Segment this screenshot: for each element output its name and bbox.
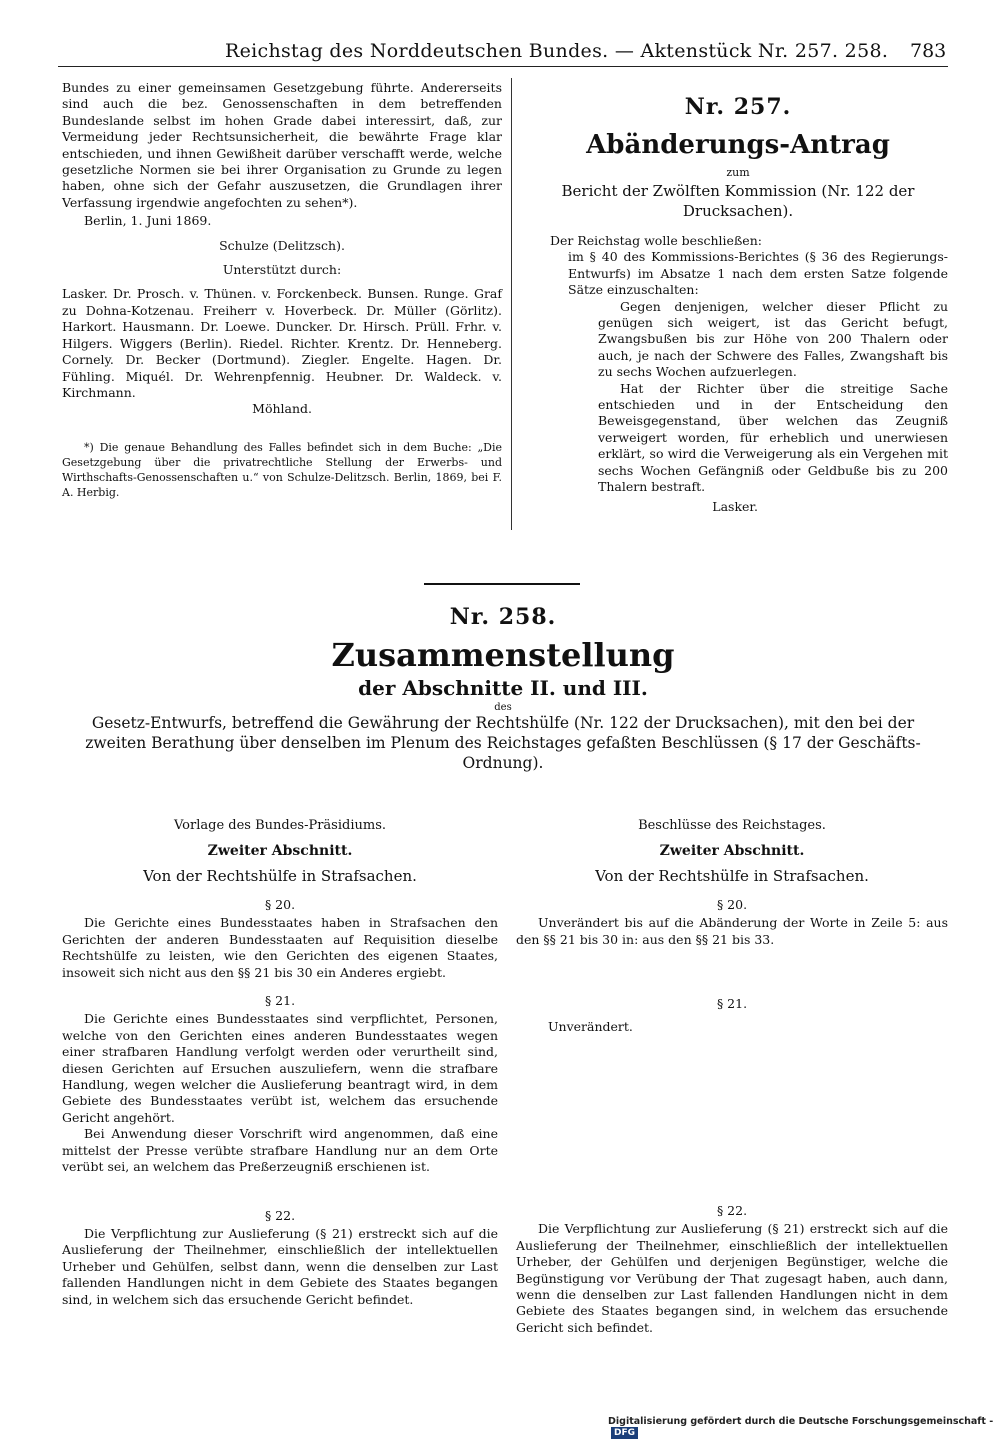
lower-right-column: [516, 818, 948, 1336]
nr-257-signature: Lasker.: [712, 498, 758, 514]
right-p22-label: § 22.: [716, 1203, 748, 1219]
right-section-title: Von der Rechtshülfe in Strafsachen.: [595, 867, 869, 885]
dfg-logo: DFG: [611, 1427, 638, 1439]
running-title: Reichstag des Norddeutschen Bundes. — Aktenstück Nr. 257. 258.: [225, 40, 889, 62]
column-divider: [511, 78, 512, 530]
left-top-supporters: Lasker. Dr. Prosch. v. Thünen. v. Forckenbeck. Bunsen. Runge. Graf zu Dohna-Kotzenau. Freiherr v. Hoverbeck. Dr. Müller (Görlitz). Harkort. Hausmann. Dr. Loewe. Duncker. Dr. Hirsch. Prüll. Frhr. v. Hilgers. Wiggers (Berlin). Riedel. Richter. Krentz. Dr. Henneberg. Cornely. Dr. Becker (Dortmund). Ziegler. Engelte. Hagen. Dr. Fühling. Miquél. Dr. Wehrenpfennig. Heubner. Dr. Waldeck. v. Kirchmann.: [62, 286, 502, 400]
left-top-date: Berlin, 1. Juni 1869.: [84, 213, 212, 229]
right-section: Zweiter Abschnitt.: [659, 843, 805, 859]
left-p22-label: § 22.: [264, 1207, 296, 1223]
nr-257-quote-1: Gegen denjenigen, welcher dieser Pflicht zu genügen sich weigert, ist das Gericht befugt, Zwangsbußen bis zur Höhe von 200 Thalern oder auch, je nach der Schwere des Falles, Zwangshaft bis zu sechs Wochen aufzuerlegen.: [598, 298, 948, 380]
left-p21-text-1: Die Gerichte eines Bundesstaates sind verpflichtet, Personen, welche von den Gerichten eines anderen Bundesstaates wegen einer strafbaren Handlung verfolgt werden oder verurtheilt sind, diesen Gerichten auf Ersuchen auszuliefern, wenn die strafbare Handlung, wegen welcher die Auslieferung beantragt wird, in dem Gebiete des Bundesstaates verübt ist, welchem das ersuchende Gericht angehört.: [62, 1011, 498, 1125]
beschluesse-heading: Beschlüsse des Reichstages.: [638, 818, 826, 833]
nr-257-title: Abänderungs-Antrag: [586, 130, 890, 160]
header-rule: [58, 66, 948, 67]
right-p20-label: § 20.: [716, 897, 748, 912]
left-top-supporters-last: Möhland.: [252, 401, 312, 417]
left-p21-text-2: Bei Anwendung dieser Vorschrift wird angenommen, daß eine mittelst der Presse verübte strafbare Handlung nur an dem Orte verübt sei, an welchem das Preßerzeugniß erschienen ist.: [62, 1126, 498, 1175]
nr-257-clause: im § 40 des Kommissions-Berichtes (§ 36 des Regierungs-Entwurfs) im Absatze 1 nach dem ersten Satze folgende Sätze einzuschalten:: [568, 249, 948, 298]
nr-257-number: Nr. 257.: [684, 94, 792, 120]
nr-258-title: Zusammenstellung: [331, 636, 675, 674]
left-top-column: [62, 80, 502, 500]
nr-258-subtitle: der Abschnitte II. und III.: [358, 676, 648, 700]
footer-text: Digitalisierung gefördert durch die Deutsche Forschungsgemeinschaft -: [608, 1416, 994, 1427]
left-p22-text: Die Verpflichtung zur Auslieferung (§ 21) erstreckt sich auf die Auslieferung der Theilnehmer, einschließlich der intellektuellen Urheber und Gehülfen, selbst dann, wenn die denselben zur Last fallenden Handlungen nicht in dem Gebiete des Staates begangen sind, in welchem sich das ersuchende Gericht befindet.: [62, 1225, 498, 1307]
nr-257-subtitle: Bericht der Zwölften Kommission (Nr. 122 der Drucksachen).: [561, 182, 915, 220]
nr-257-intro: Der Reichstag wolle beschließen:: [550, 233, 762, 248]
nr-258-des: des: [494, 702, 512, 713]
nr-258-number: Nr. 258.: [449, 604, 557, 630]
lower-left-column: [62, 818, 498, 1308]
right-p20-text: Unverändert bis auf die Abänderung der Worte in Zeile 5: aus den §§ 21 bis 30 in: aus den §§ 21 bis 33.: [516, 915, 948, 947]
left-top-supported-by: Unterstützt durch:: [222, 262, 342, 278]
right-p21-text: Unverändert.: [548, 1018, 633, 1034]
right-p21-label: § 21.: [716, 996, 748, 1012]
nr-258-header: [58, 604, 948, 773]
left-section-title: Von der Rechtshülfe in Strafsachen.: [143, 867, 417, 885]
section-divider: [424, 583, 580, 585]
footer-credit: [608, 1416, 1000, 1439]
vorlage-heading: Vorlage des Bundes-Präsidiums.: [173, 818, 386, 833]
left-p20-text: Die Gerichte eines Bundesstaates haben in Strafsachen den Gerichten der anderen Bundesstaaten auf Requisition dieselbe Rechtshülfe zu leisten, wie den Gerichten des eigenen Staates, insoweit sich nicht aus den §§ 21 bis 30 ein Anderes ergiebt.: [62, 915, 498, 980]
left-section: Zweiter Abschnitt.: [207, 843, 353, 859]
right-p22-text: Die Verpflichtung zur Auslieferung (§ 21) erstreckt sich auf die Auslieferung der Theilnehmer, einschließlich der intellektuellen Urheber, der Gehülfen und derjenigen Begünstiger, welche die Begünstigung vor Verübung der That zugesagt haben, auch dann, wenn die denselben zur Last fallenden Handlungen nicht in dem Gebiete des Staates begangen sind, in welchem das ersuchende Gericht sich befindet.: [516, 1221, 948, 1335]
nr-257-zum: zum: [726, 166, 750, 179]
left-top-signature: Schulze (Delitzsch).: [219, 237, 345, 253]
left-top-paragraph: Bundes zu einer gemeinsamen Gesetzgebung führte. Andererseits sind auch die bez. Genossenschaften in dem betreffenden Bundeslande selbst im hohen Grade dabei interessirt, daß, zur Vermeidung jeder Rechtsunsicherheit, die bewährte Frage klar entschieden, und ihnen Gewißheit darüber verschafft werde, welche gesetzliche Normen sie bei ihrer Organisation zu Grunde zu legen haben, ohne sich der Gefahr auszusetzen, die Grundlagen ihrer Verfassung irgendwie angefochten zu sehen*).: [62, 80, 502, 210]
left-p20-label: § 20.: [264, 897, 296, 912]
nr-258-description: Gesetz-Entwurfs, betreffend die Gewährung der Rechtshülfe (Nr. 122 der Drucksachen), mit den bei der zweiten Berathung über denselben im Plenum des Reichstages gefaßten Beschlüssen (§ 17 der Geschäfts-Ordnung).: [85, 714, 921, 772]
nr-257-quote-2: Hat der Richter über die streitige Sache entschieden und in der Entscheidung den Beweisgegenstand, über welchen das Zeugniß verweigert worden, für erheblich und unerwiesen erklärt, so wird die Verweigerung als ein Vergehen mit sechs Wochen Gefängniß oder Geldbuße bis zu 200 Thalern bestraft.: [598, 380, 948, 495]
left-p21-label: § 21.: [264, 993, 296, 1009]
right-top-column: [528, 94, 948, 515]
left-top-footnote: *) Die genaue Behandlung des Falles befindet sich in dem Buche: „Die Gesetzgebung über die privatrechtliche Stellung der Erwerbs- und Wirthschafts-Genossenschaften u.“ von Schulze-Delitzsch. Berlin, 1869, bei F. A. Herbig.: [62, 440, 502, 499]
page-number: 783: [910, 40, 947, 62]
